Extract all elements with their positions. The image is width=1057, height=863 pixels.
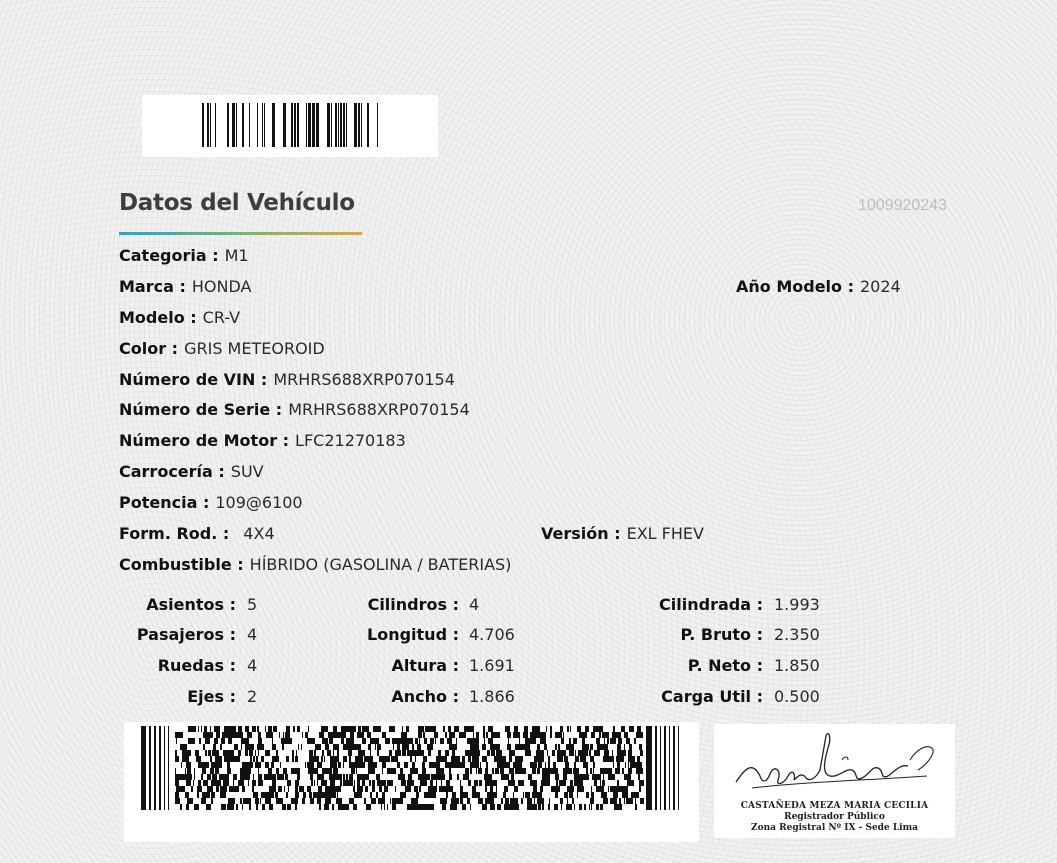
handwritten-signature-icon — [722, 730, 947, 800]
spec-label-p-bruto: P. Bruto : — [680, 625, 763, 644]
title-underline — [119, 232, 362, 235]
spec-value-altura: 1.691 — [469, 656, 515, 675]
field-label: Año Modelo : — [736, 277, 854, 296]
field-value: CR-V — [202, 308, 241, 327]
field-value: LFC21270183 — [295, 431, 406, 450]
field-label: Versión : — [541, 524, 621, 543]
spec-label-p-neto: P. Neto : — [687, 656, 763, 675]
field-value: SUV — [230, 462, 264, 481]
field-marca — [119, 277, 251, 297]
field-serie — [119, 400, 470, 420]
document-number: 1009920243 — [858, 197, 947, 214]
field-value: MRHRS688XRP070154 — [273, 370, 455, 389]
signatory-zone: Zona Registral Nº IX - Sede Lima — [751, 823, 918, 833]
spec-label-pasajeros: Pasajeros : — [136, 625, 236, 644]
field-label: Carrocería : — [119, 462, 225, 481]
spec-label-ejes: Ejes : — [187, 687, 236, 706]
field-label: Marca : — [119, 277, 186, 296]
spec-value-cilindrada: 1.993 — [774, 595, 820, 614]
spec-label-cilindrada: Cilindrada : — [659, 595, 763, 614]
field-value: HÍBRIDO (GASOLINA / BATERIAS) — [249, 555, 512, 574]
spec-value-ancho: 1.866 — [469, 687, 515, 706]
field-version — [541, 524, 704, 544]
field-label: Número de Motor : — [119, 431, 290, 450]
field-value: GRIS METEOROID — [184, 339, 325, 358]
signatory-name: CASTAÑEDA MEZA MARIA CECILIA — [740, 801, 929, 811]
field-carroceria — [119, 462, 264, 482]
pdf417-barcode-icon — [141, 726, 681, 810]
spec-value-ruedas: 4 — [247, 656, 258, 675]
spec-value-longitud: 4.706 — [469, 625, 515, 644]
field-value: 109@6100 — [215, 493, 303, 512]
spec-label-altura: Altura : — [391, 656, 459, 675]
spec-value-pasajeros: 4 — [247, 625, 258, 644]
field-value: HONDA — [191, 277, 252, 296]
field-label: Número de VIN : — [119, 370, 268, 389]
spec-label-asientos: Asientos : — [146, 595, 236, 614]
spec-value-asientos: 5 — [247, 595, 258, 614]
field-label: Color : — [119, 339, 179, 358]
spec-label-carga-util: Carga Util : — [661, 687, 763, 706]
barcode-icon — [202, 103, 382, 147]
field-categoria — [119, 246, 249, 266]
bottom-barcode — [124, 722, 699, 842]
field-potencia — [119, 493, 303, 513]
signature-block — [714, 724, 955, 838]
spec-value-p-bruto: 2.350 — [774, 625, 820, 644]
field-value: EXL FHEV — [626, 524, 704, 543]
field-motor — [119, 431, 406, 451]
field-value: 4X4 — [243, 524, 275, 543]
spec-label-cilindros: Cilindros : — [367, 595, 459, 614]
field-form-rod — [119, 524, 275, 544]
field-modelo — [119, 308, 240, 328]
field-label: Número de Serie : — [119, 400, 283, 419]
field-value: MRHRS688XRP070154 — [288, 400, 470, 419]
top-barcode — [142, 95, 438, 157]
spec-value-carga-util: 0.500 — [774, 687, 820, 706]
field-value: M1 — [224, 246, 249, 265]
field-label: Modelo : — [119, 308, 197, 327]
field-label: Combustible : — [119, 555, 244, 574]
field-value: 2024 — [860, 277, 901, 296]
spec-label-longitud: Longitud : — [367, 625, 459, 644]
section-title: Datos del Vehículo — [119, 190, 355, 216]
signatory-role: Registrador Público — [784, 812, 885, 822]
field-color — [119, 339, 325, 359]
field-anio-modelo — [736, 277, 901, 297]
spec-value-ejes: 2 — [247, 687, 258, 706]
spec-label-ancho: Ancho : — [391, 687, 459, 706]
field-label: Categoria : — [119, 246, 219, 265]
spec-value-cilindros: 4 — [469, 595, 480, 614]
field-label: Potencia : — [119, 493, 210, 512]
field-combustible — [119, 555, 511, 575]
field-vin — [119, 370, 455, 390]
spec-value-p-neto: 1.850 — [774, 656, 820, 675]
field-label: Form. Rod. : — [119, 524, 230, 543]
spec-label-ruedas: Ruedas : — [157, 656, 236, 675]
